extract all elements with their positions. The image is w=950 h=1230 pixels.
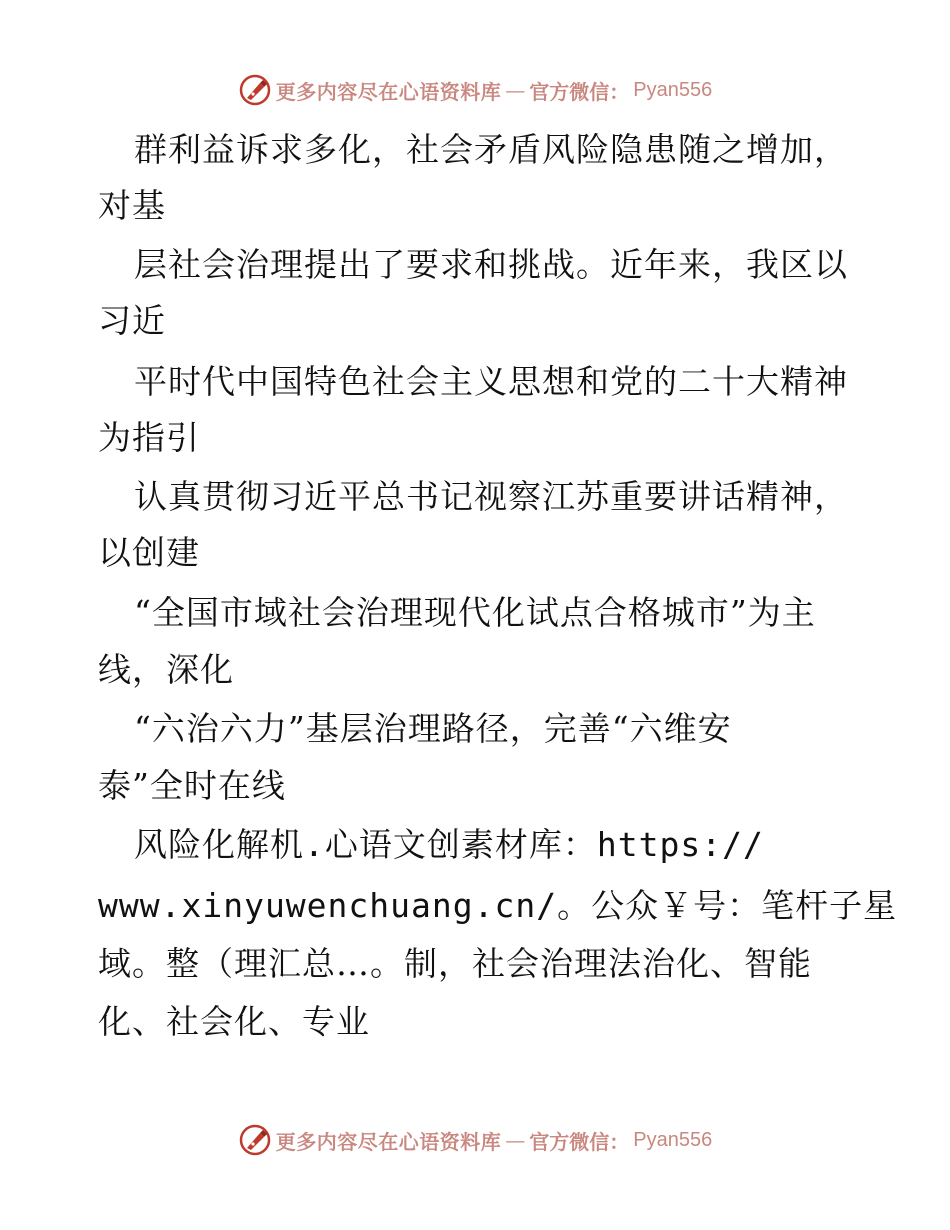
text-line: 线，深化 <box>98 650 234 689</box>
footer-wechat-id: Pyan556 <box>633 1128 713 1151</box>
header-wechat-label: 官方微信： <box>529 79 630 104</box>
header-wechat-id: Pyan556 <box>633 78 713 101</box>
pen-nib-icon <box>238 73 272 107</box>
text-line: www.xinyuwenchuang.cn/。公众￥号：笔杆子星 <box>98 886 898 925</box>
text-line: 为指引 <box>98 418 200 457</box>
footer-site-text: 更多内容尽在心语资料库 <box>275 1129 502 1154</box>
header-site-text: 更多内容尽在心语资料库 <box>275 79 502 104</box>
text-line: 域。整（理汇总…。制，社会治理法治化、智能 <box>98 944 812 983</box>
pen-nib-icon <box>238 1123 272 1157</box>
header-separator: — <box>505 78 526 102</box>
text-line: 习近 <box>98 301 166 340</box>
text-line: 平时代中国特色社会主义思想和党的二十大精神 <box>134 362 848 401</box>
footer-banner <box>0 1120 950 1160</box>
header-banner <box>0 70 950 110</box>
text-line: 认真贯彻习近平总书记视察江苏重要讲话精神， <box>134 477 848 516</box>
text-line: “全国市域社会治理现代化试点合格城市”为主 <box>134 593 816 632</box>
text-line: 风险化解机.心语文创素材库：https:// <box>134 825 764 864</box>
text-line: 对基 <box>98 186 166 225</box>
text-line: 群利益诉求多化，社会矛盾风险隐患随之增加， <box>134 130 848 169</box>
text-line: 以创建 <box>98 533 200 572</box>
text-line: 泰”全时在线 <box>98 766 286 805</box>
text-line: 层社会治理提出了要求和挑战。近年来，我区以 <box>134 245 848 284</box>
footer-separator: — <box>505 1128 526 1152</box>
footer-wechat-label: 官方微信： <box>529 1129 630 1154</box>
text-line: 化、社会化、专业 <box>98 1002 370 1041</box>
text-line: “六治六力”基层治理路径，完善“六维安 <box>134 709 732 748</box>
